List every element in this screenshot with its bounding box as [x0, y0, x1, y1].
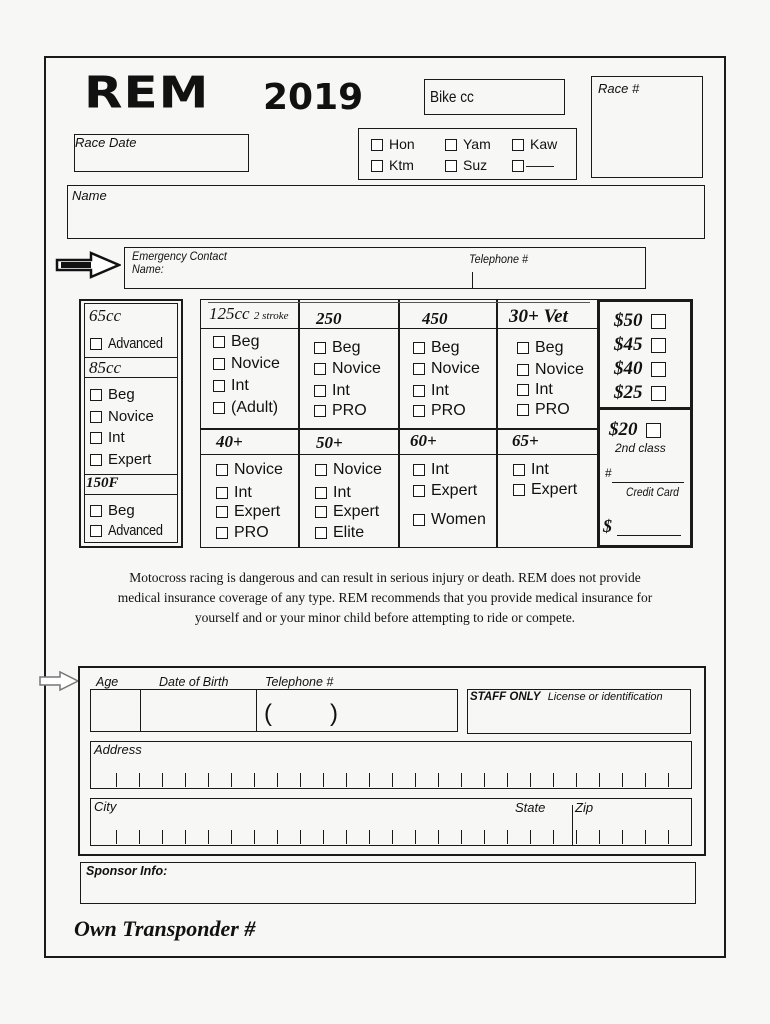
divider — [256, 689, 257, 732]
option-450-beg[interactable]: Beg — [413, 339, 459, 357]
divider — [298, 299, 300, 548]
option-30vet-pro[interactable]: PRO — [517, 401, 570, 419]
option-40-expert[interactable]: Expert — [216, 503, 280, 521]
class-title-30-vet: 30+ Vet — [509, 306, 568, 327]
arrow-right-icon — [55, 251, 121, 279]
checkbox-icon[interactable] — [512, 160, 524, 172]
tick-mark — [277, 830, 278, 844]
checkbox-icon[interactable] — [413, 485, 425, 497]
option-50-novice[interactable]: Novice — [315, 461, 382, 479]
tick-mark — [162, 773, 163, 787]
checkbox-icon[interactable] — [517, 342, 529, 354]
tick-mark — [530, 773, 531, 787]
title-year: 2019 — [263, 77, 364, 118]
option-65cc-advanced[interactable]: Advanced — [90, 335, 172, 353]
credit-card-hash: # — [605, 466, 612, 480]
zip-divider — [572, 805, 573, 845]
tick-mark — [300, 773, 301, 787]
tick-mark — [622, 773, 623, 787]
checkbox-icon[interactable] — [413, 385, 425, 397]
checkbox-icon[interactable] — [517, 384, 529, 396]
dob-label: Date of Birth — [159, 675, 229, 689]
divider — [208, 302, 590, 303]
tick-mark — [208, 773, 209, 787]
address-label: Address — [94, 742, 142, 757]
class-title-65-plus: 65+ — [512, 431, 539, 450]
option-250-int[interactable]: Int — [314, 382, 350, 400]
option-85cc-int[interactable]: Int — [90, 429, 125, 447]
brand-ktm[interactable]: Ktm — [371, 156, 414, 174]
brand-yam[interactable]: Yam — [445, 135, 491, 153]
class-title-65cc: 65cc — [89, 306, 122, 325]
option-85cc-expert[interactable]: Expert — [90, 451, 151, 469]
checkbox-icon[interactable] — [213, 336, 225, 348]
emergency-divider — [472, 272, 473, 288]
tick-mark — [668, 773, 669, 787]
option-450-novice[interactable]: Novice — [413, 360, 480, 378]
tick-mark — [162, 830, 163, 844]
age-label: Age — [96, 675, 119, 689]
fee-40[interactable]: $40 — [614, 358, 672, 380]
option-40-novice[interactable]: Novice — [216, 461, 283, 479]
phone-paren-open: ( — [264, 700, 272, 727]
tick-mark — [438, 830, 439, 844]
title-rem: REM — [84, 67, 210, 119]
tick-mark — [254, 830, 255, 844]
option-450-pro[interactable]: PRO — [413, 402, 466, 420]
tick-mark — [277, 773, 278, 787]
tick-mark — [553, 830, 554, 844]
emergency-contact-label: Emergency Contact Name: — [132, 249, 227, 276]
checkbox-icon[interactable] — [216, 527, 228, 539]
divider — [496, 299, 498, 548]
checkbox-icon[interactable] — [213, 402, 225, 414]
divider — [597, 407, 693, 410]
tick-mark — [438, 773, 439, 787]
divider — [200, 454, 598, 455]
option-250-beg[interactable]: Beg — [314, 339, 360, 357]
checkbox-icon[interactable] — [517, 364, 529, 376]
checkbox-icon[interactable] — [216, 487, 228, 499]
tick-mark — [645, 830, 646, 844]
checkbox-icon[interactable] — [413, 405, 425, 417]
option-50-elite[interactable]: Elite — [315, 524, 364, 542]
dollar-sign: $ — [603, 516, 612, 536]
option-65plus-expert[interactable]: Expert — [513, 481, 577, 499]
divider — [140, 689, 141, 732]
option-30vet-novice[interactable]: Novice — [517, 361, 584, 379]
tick-mark — [185, 830, 186, 844]
option-30vet-beg[interactable]: Beg — [517, 339, 563, 357]
tick-mark — [392, 773, 393, 787]
class-title-150f: 150F — [86, 475, 119, 491]
tick-mark — [139, 773, 140, 787]
option-60-expert[interactable]: Expert — [413, 482, 477, 500]
zip-label: Zip — [575, 800, 594, 815]
checkbox-icon[interactable] — [413, 464, 425, 476]
tick-mark — [208, 830, 209, 844]
checkbox-icon[interactable] — [513, 484, 525, 496]
checkbox-icon[interactable] — [216, 464, 228, 476]
tick-mark — [392, 830, 393, 844]
tick-mark — [300, 830, 301, 844]
tick-mark — [553, 773, 554, 787]
checkbox-icon[interactable] — [314, 385, 326, 397]
checkbox-icon[interactable] — [315, 527, 327, 539]
option-450-int[interactable]: Int — [413, 382, 449, 400]
tick-mark — [576, 830, 577, 844]
tick-mark — [415, 830, 416, 844]
name-label: Name — [72, 188, 107, 203]
tick-mark — [139, 830, 140, 844]
checkbox-icon[interactable] — [413, 363, 425, 375]
tick-mark — [116, 773, 117, 787]
staff-only-label: STAFF ONLY License or identification — [470, 691, 663, 703]
tick-mark — [461, 830, 462, 844]
checkbox-icon[interactable] — [651, 314, 666, 329]
tick-mark — [415, 773, 416, 787]
tick-mark — [484, 830, 485, 844]
class-title-40-plus: 40+ — [216, 432, 243, 451]
checkbox-icon[interactable] — [651, 386, 666, 401]
divider — [84, 494, 178, 495]
fee-50[interactable]: $50 — [614, 310, 672, 332]
checkbox-icon[interactable] — [90, 454, 102, 466]
checkbox-icon[interactable] — [513, 464, 525, 476]
tick-mark — [231, 773, 232, 787]
option-85cc-novice[interactable]: Novice — [90, 408, 154, 426]
state-label: State — [515, 800, 546, 815]
age-dob-phone-field[interactable] — [90, 689, 458, 732]
divider — [398, 299, 400, 548]
checkbox-icon[interactable] — [314, 342, 326, 354]
class-title-50-plus: 50+ — [316, 433, 343, 452]
checkbox-icon[interactable] — [651, 362, 666, 377]
class-title-450: 450 — [422, 309, 448, 328]
checkbox-icon[interactable] — [314, 363, 326, 375]
option-50-expert[interactable]: Expert — [315, 503, 379, 521]
option-65plus-int[interactable]: Int — [513, 461, 549, 479]
option-40-int[interactable]: Int — [216, 484, 252, 502]
class-title-60-plus: 60+ — [410, 431, 437, 450]
address-field[interactable] — [90, 741, 692, 789]
credit-card-label: Credit Card — [626, 487, 679, 499]
checkbox-icon[interactable] — [213, 380, 225, 392]
tick-mark — [576, 773, 577, 787]
checkbox-icon[interactable] — [413, 514, 425, 526]
checkbox-icon[interactable] — [315, 506, 327, 518]
brand-hon[interactable]: Hon — [371, 135, 415, 153]
checkbox-icon[interactable] — [646, 423, 661, 438]
tick-mark — [369, 830, 370, 844]
checkbox-icon[interactable] — [213, 358, 225, 370]
brand-kaw[interactable]: Kaw — [512, 135, 557, 153]
tick-mark — [645, 773, 646, 787]
option-250-pro[interactable]: PRO — [314, 402, 367, 420]
checkbox-icon[interactable] — [90, 505, 102, 517]
own-transponder-label: Own Transponder # — [74, 916, 256, 941]
class-title-250: 250 — [316, 309, 342, 328]
sponsor-info-label: Sponsor Info: — [86, 864, 168, 878]
option-250-novice[interactable]: Novice — [314, 360, 381, 378]
tick-mark — [323, 773, 324, 787]
option-150f-beg[interactable]: Beg — [90, 502, 135, 520]
brand-other[interactable]: —— — [512, 156, 554, 174]
checkbox-icon[interactable] — [315, 487, 327, 499]
option-125cc-beg[interactable]: Beg — [213, 333, 259, 351]
option-30vet-int[interactable]: Int — [517, 381, 553, 399]
checkbox-icon[interactable] — [90, 525, 102, 537]
tick-mark — [185, 773, 186, 787]
tick-mark — [116, 830, 117, 844]
city-label: City — [94, 799, 117, 814]
tick-mark — [530, 830, 531, 844]
tick-mark — [231, 830, 232, 844]
tick-mark — [668, 830, 669, 844]
option-125cc-int[interactable]: Int — [213, 377, 249, 395]
option-40-pro[interactable]: PRO — [216, 524, 269, 542]
checkbox-icon[interactable] — [90, 389, 102, 401]
tick-mark — [507, 830, 508, 844]
checkbox-icon[interactable] — [315, 464, 327, 476]
tick-mark — [461, 773, 462, 787]
sponsor-info-field[interactable] — [80, 862, 696, 904]
bike-cc-label: Bike cc — [430, 89, 474, 106]
arrow-right-icon — [38, 670, 80, 692]
checkbox-icon[interactable] — [90, 432, 102, 444]
divider — [200, 328, 598, 329]
fee-25[interactable]: $25 — [614, 382, 672, 404]
tick-mark — [369, 773, 370, 787]
checkbox-icon[interactable] — [445, 139, 457, 151]
fee-20-second-class[interactable]: $20 — [609, 419, 667, 441]
checkbox-icon[interactable] — [314, 405, 326, 417]
checkbox-icon[interactable] — [445, 160, 457, 172]
option-150f-advanced[interactable]: Advanced — [90, 522, 172, 540]
option-60-int[interactable]: Int — [413, 461, 449, 479]
name-field[interactable] — [67, 185, 705, 239]
class-title-85cc: 85cc — [89, 358, 122, 377]
phone-paren-close: ) — [330, 700, 338, 727]
checkbox-icon[interactable] — [512, 139, 524, 151]
tick-mark — [622, 830, 623, 844]
rider-telephone-label: Telephone # — [265, 675, 334, 689]
option-125cc-novice[interactable]: Novice — [213, 355, 280, 373]
race-number-label: Race # — [598, 81, 640, 96]
tick-mark — [346, 773, 347, 787]
tick-mark — [599, 830, 600, 844]
second-class-label: 2nd class — [615, 441, 666, 455]
checkbox-icon[interactable] — [371, 160, 383, 172]
tick-mark — [323, 830, 324, 844]
city-state-zip-field[interactable] — [90, 798, 692, 846]
credit-card-line[interactable] — [612, 482, 684, 483]
emergency-telephone-label: Telephone # — [469, 252, 529, 266]
brand-suz[interactable]: Suz — [445, 156, 487, 174]
checkbox-icon[interactable] — [90, 338, 102, 350]
class-title-125cc: 125cc 2 stroke — [209, 304, 289, 323]
option-125cc-adult[interactable]: (Adult) — [213, 399, 278, 417]
checkbox-icon[interactable] — [90, 411, 102, 423]
checkbox-icon[interactable] — [651, 338, 666, 353]
checkbox-icon[interactable] — [371, 139, 383, 151]
option-50-int[interactable]: Int — [315, 484, 351, 502]
tick-mark — [507, 773, 508, 787]
option-85cc-beg[interactable]: Beg — [90, 386, 135, 404]
tick-mark — [484, 773, 485, 787]
race-date-label: Race Date — [75, 135, 137, 150]
amount-line[interactable] — [617, 535, 681, 536]
disclaimer-text: Motocross racing is dangerous and can result in serious injury or death. REM does not provide medical insurance coverage of any type. REM recommends that you provide medical insurance for yourself and or your minor child before attempting to ride or compete. — [117, 570, 653, 625]
checkbox-icon[interactable] — [413, 342, 425, 354]
checkbox-icon[interactable] — [517, 404, 529, 416]
tick-mark — [254, 773, 255, 787]
divider — [200, 428, 598, 430]
option-60-women[interactable]: Women — [413, 511, 486, 529]
fee-45[interactable]: $45 — [614, 334, 672, 356]
tick-mark — [346, 830, 347, 844]
tick-mark — [599, 773, 600, 787]
checkbox-icon[interactable] — [216, 506, 228, 518]
